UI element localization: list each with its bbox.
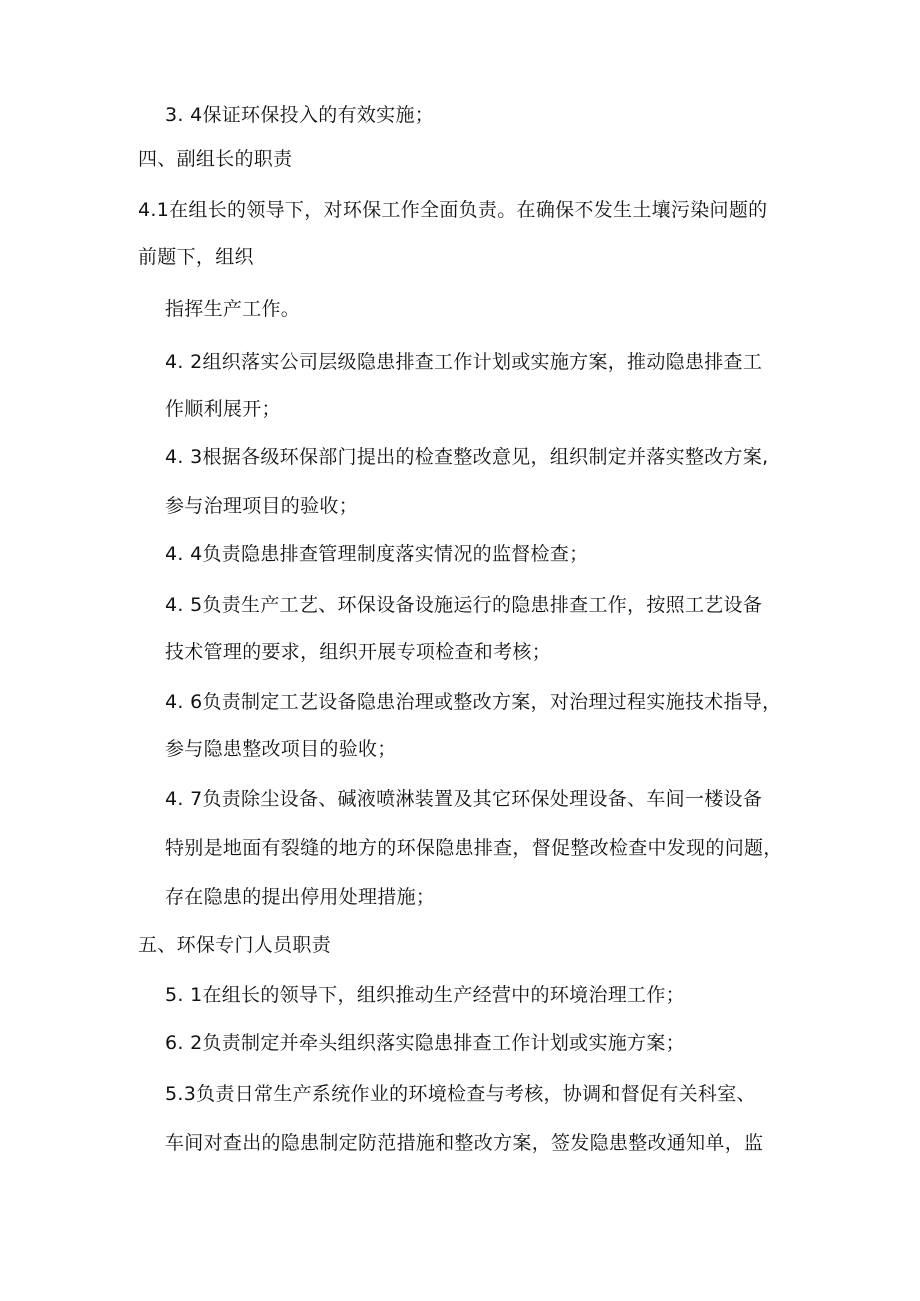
- section-heading: 四、副组长的职责: [138, 148, 293, 170]
- text-line: 指挥生产工作。: [165, 298, 301, 320]
- text-line: 6. 2负责制定并牵头组织落实隐患排查工作计划或实施方案；: [165, 1032, 685, 1054]
- text-line: 4. 4负责隐患排查管理制度落实情况的监督检查；: [165, 543, 589, 565]
- text-line: 5. 1在组长的领导下，组织推动生产经营中的环境治理工作；: [165, 984, 685, 1006]
- section-heading: 五、环保专门人员职责: [138, 934, 332, 956]
- text-line: 存在隐患的提出停用处理措施；: [165, 886, 436, 908]
- text-line: 3. 4保证环保投入的有效实施；: [165, 104, 435, 126]
- text-line: 前题下，组织: [138, 246, 254, 268]
- text-line: 4. 6负责制定工艺设备隐患治理或整改方案，对治理过程实施技术指导，: [165, 691, 782, 713]
- text-line: 5.3负责日常生产系统作业的环境检查与考核，协调和督促有关科室、: [165, 1083, 756, 1105]
- text-line: 4. 2组织落实公司层级隐患排查工作计划或实施方案，推动隐患排查工: [165, 351, 763, 373]
- text-line: 4. 3根据各级环保部门提出的检查整改意见，组织制定并落实整改方案,: [165, 446, 769, 468]
- text-line: 特别是地面有裂缝的地方的环保隐患排查，督促整改检查中发现的问题，: [165, 837, 783, 859]
- text-line: 4.1在组长的领导下，对环保工作全面负责。在确保不发生土壤污染问题的: [138, 199, 768, 221]
- text-line: 参与治理项目的验收；: [165, 495, 359, 517]
- text-line: 4. 5负责生产工艺、环保设备设施运行的隐患排查工作，按照工艺设备: [165, 594, 763, 616]
- text-line: 作顺利展开；: [165, 398, 281, 420]
- text-line: 参与隐患整改项目的验收；: [165, 738, 397, 760]
- text-line: 车间对查出的隐患制定防范措施和整改方案，签发隐患整改通知单，监: [165, 1132, 764, 1154]
- text-line: 技术管理的要求，组织开展专项检查和考核；: [165, 641, 552, 663]
- text-line: 4. 7负责除尘设备、碱液喷淋装置及其它环保处理设备、车间一楼设备: [165, 788, 763, 810]
